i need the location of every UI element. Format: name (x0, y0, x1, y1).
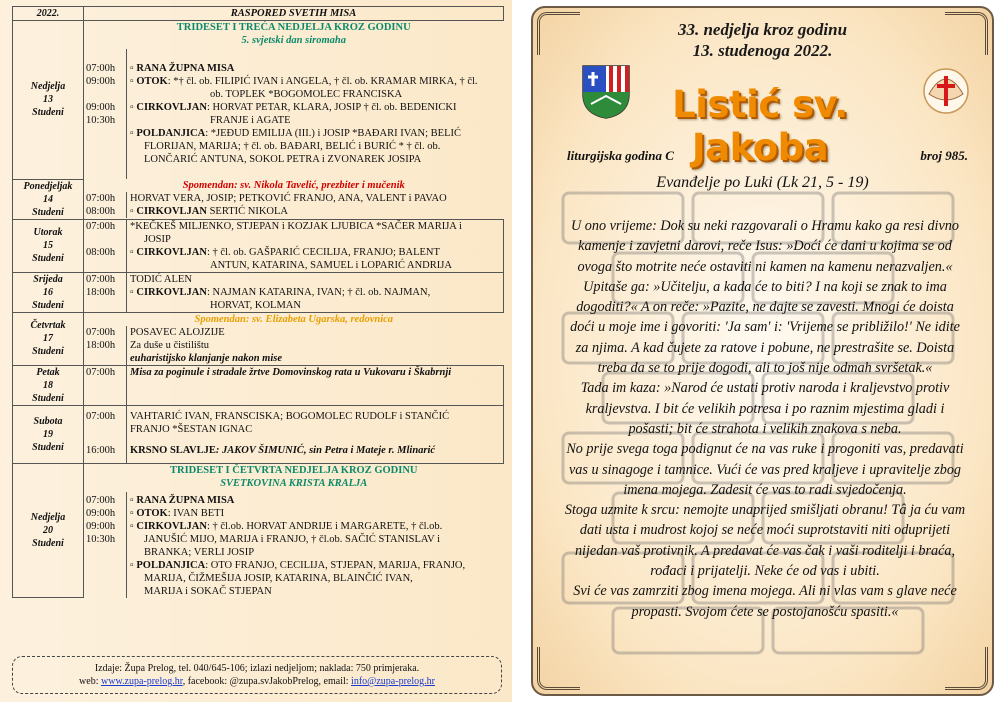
issue-date: 13. studenoga 2022. (692, 41, 833, 60)
day-row: Srijeda 16 Studeni 07:00h 18:00h TODIĆ ALEN ▫ CIRKOVLJAN: NAJMAN KATARINA, IVAN; † čl. ob. NAJMAN, HORVAT, KOLMAN (13, 272, 504, 312)
schedule-heading: RASPORED SVETIH MISA (84, 7, 504, 21)
mass-schedule-table (12, 6, 504, 598)
publisher-footer: Izdaje: Župa Prelog, tel. 040/645-106; izlazi nedjeljom; naklada: 750 primjeraka. web: www.zupa-prelog.hr, facebook: @zupa.svJakobPrelog, email: info@zupa-prelog.hr (12, 656, 502, 694)
website-link[interactable]: www.zupa-prelog.hr (101, 676, 183, 687)
liturgical-year: liturgijska godina C (567, 148, 674, 163)
issue-number: broj 985. (920, 148, 968, 163)
gospel-text: U ono vrijeme: Dok su neki razgovarali o Hramu kako ga resi divno kamenje i zavjetni darovi, reče Isus: »Doći će dani u kojima se od ovoga što motrite neće ostaviti ni kamen na kamenu nerazvaljen.« Upitaše ga: »Učitelju, a kada će to biti? I na koji se znak to ima dogoditi?« A on reče: »Pazite, ne dajte se zavesti. Mnogi će doista doći u moje ime i govoriti: 'Ja sam' i: 'Vrijeme se približilo!' Ne idite za njima. A kad čujete za ratove i pobune, ne prestrašite se. Doista treba da se to prije dogodi, ali to još nije odmah svršetak.« Tada im kaza: »Narod će ustati protiv naroda i kraljevstvo protiv kraljevstva. I bit će velikih potresa i po raznim mjestima gladi i pošasti; bit će strahota i velikih znakova s neba. No prije svega toga podignut će na vas ruke i progoniti vas, predavati vas u sinagoge i tamnice. Vući će vas pred kraljeve i upravitelje zbog imena mojega. Zadesit će vas to radi svjedočenja. Stoga uzmite k srcu: nemojte unaprijed smišljati obranu! Tâ ja ću vam dati usta i mudrost kojoj se neće moći suprotstaviti niti oduprijeti nijedan vaš protivnik. A predavat će vas čak i vaši roditelji i braća, rođaci i prijatelji. Neke će od vas i ubiti. Svi će vas zamrziti zbog imena mojega. Ali ni vlas vam s glave neće propasti. Svojom ćete se postojanošću spasiti.« (564, 218, 966, 620)
gospel-reference: Evanđelje po Luki (Lk 21, 5 - 19) (656, 174, 869, 191)
day-row: Nedjelja 20 Studeni TRIDESET I ČETVRTA NEDJELJA KROZ GODINU SVETKOVINA KRISTA KRALJA 07:00h 09:00h 09:00h 10:30h ▫ RANA ŽUPNA MISA ▫ OTOK: IVAN BETI ▫ CIRKOVLJAN: † čl.ob. HORVAT ANDRIJE i MARGARETE, † čl.ob. JANUŠIĆ MIJO, MARIJA i FRANJO, † čl.ob. SAČIĆ STANISLAV i BRANKA; VERLI JOSIP ▫ POLDANJICA: OTO FRANJO, CECILIJA, STJEPAN, MARIJA, FRANJO, MARIJA, ČIŽMEŠIJA JOSIP, KATARINA, BLAINČIĆ IVAN, MARIJA i SOKAČ STJEPAN (13, 463, 504, 598)
day-label: Nedjelja 13 Studeni (13, 21, 84, 180)
day-label: Utorak 15 Studeni (13, 219, 84, 272)
day-label: Četvrtak 17 Studeni (13, 312, 84, 365)
sunday-title: TRIDESET I TREĆA NEDJELJA KROZ GODINU (176, 22, 411, 33)
day-row: Nedjelja 13 Studeni TRIDESET I TREĆA NEDJELJA KROZ GODINU 5. svjetski dan siromaha 07:00h 09:00h 09:00h 10:30h ▫ RANA ŽUPNA MISA ▫ OTOK: *† čl. ob. FILIPIĆ IVAN i ANGELA, † čl. ob. KRAMAR MIRKA, † čl. ob. TOPLEK *BOGOMOLEC FRANCISKA ▫ CIRKOVLJAN: HORVAT PETAR, KLARA, JOSIP † čl. ob. BEDENICKI FRANJE i AGATE ▫ POLDANJICA: *JEĐUD EMILIJA (III.) i JOSIP *BAĐARI IVAN; BELIĆ FLORIJAN, MARIJA; † čl. ob. BAĐARI, BELIĆ i BURIĆ * † čl. ob. LONČARIĆ ANTUNA, SOKOL PETRA i ZVONAREK JOSIPA (13, 21, 504, 180)
sunday-subtitle: 5. svjetski dan siromaha (241, 35, 346, 46)
scallop-shell-cross-icon (921, 66, 971, 116)
day-row: Subota 19 Studeni 07:00h 16:00h VAHTARIĆ IVAN, FRANSCISKA; BOGOMOLEC RUDOLF i STANČIĆ FRANJO *ŠESTAN IGNAC KRSNO SLAVLJE: JAKOV ŠIMUNIĆ, sin Petra i Mateje r. Mlinarić (13, 405, 504, 463)
year-cell: 2022. (13, 7, 84, 21)
sunday-subtitle: SVETKOVINA KRISTA KRALJA (220, 477, 368, 489)
right-page (531, 6, 994, 696)
day-row: Četvrtak 17 Studeni Spomendan: sv. Elizabeta Ugarska, redovnica 07:00h 18:00h POSAVEC ALOJZIJE Za duše u čistilištu euharistijsko klanjanje nakon mise (13, 312, 504, 365)
memorial: Spomendan: sv. Nikola Tavelić, prezbiter i mučenik (182, 180, 405, 191)
day-label: Subota 19 Studeni (13, 405, 84, 463)
issue-week: 33. nedjelja kroz godinu (677, 20, 848, 39)
parish-coat-of-arms (581, 64, 631, 120)
day-label: Petak 18 Studeni (13, 365, 84, 405)
day-row: Utorak 15 Studeni 07:00h 08:00h *KEČKEŠ MILJENKO, STJEPAN i KOZJAK LJUBICA *SAČER MARIJA i JOSIP ▫ CIRKOVLJAN: † čl. ob. GAŠPARIĆ CECILIJA, FRANJO; BALENT ANTUN, KATARINA, SAMUEL i LOPARIĆ ANDRIJA (13, 219, 504, 272)
sunday-title: TRIDESET I ČETVRTA NEDJELJA KROZ GODINU (169, 464, 418, 476)
day-label: Srijeda 16 Studeni (13, 272, 84, 312)
memorial: Spomendan: sv. Elizabeta Ugarska, redovnica (194, 313, 394, 325)
day-row: Ponedjeljak 14 Studeni Spomendan: sv. Nikola Tavelić, prezbiter i mučenik 07:00h 08:00h HORVAT VERA, JOSIP; PETKOVIĆ FRANJO, ANA, VALENT i PAVAO ▫ CIRKOVLJAN SERTIĆ NIKOLA (13, 179, 504, 219)
day-label: Ponedjeljak 14 Studeni (13, 179, 84, 219)
newsletter-title: Listić sv. Jakoba (672, 83, 848, 169)
email-link[interactable]: info@zupa-prelog.hr (351, 676, 435, 687)
day-row: Petak 18 Studeni 07:00h Misa za poginule i stradale žrtve Domovinskog rata u Vukovaru i Škabrnji (13, 365, 504, 405)
day-label: Nedjelja 20 Studeni (13, 463, 84, 598)
